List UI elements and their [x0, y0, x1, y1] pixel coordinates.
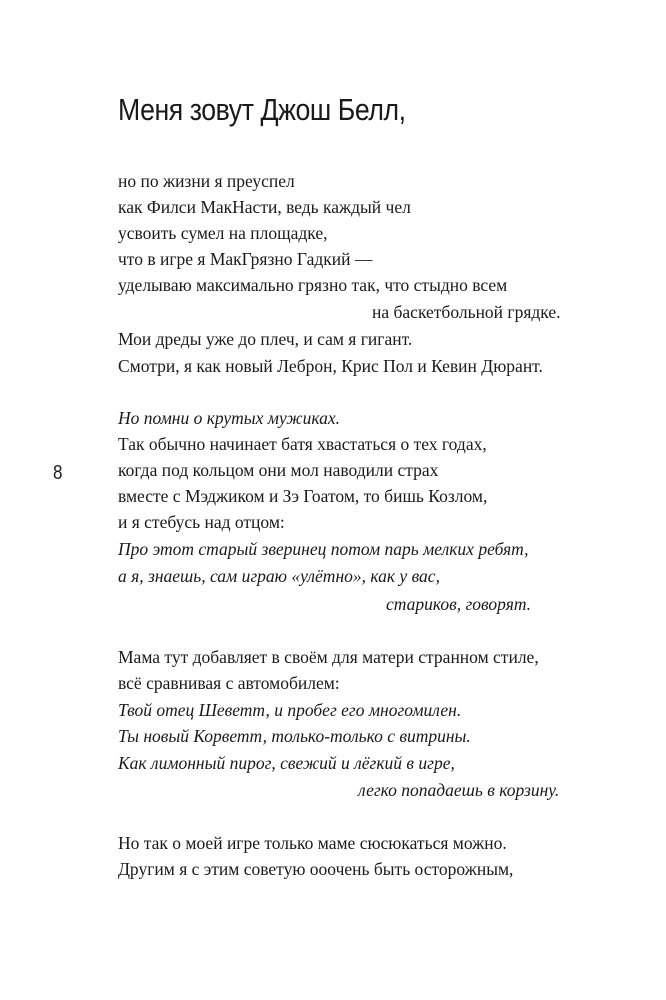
poem-line: Но так о моей игре только маме сюсюкаться можно. — [118, 833, 507, 853]
poem-line: всё сравнивая с автомобилем: — [118, 673, 340, 693]
poem-line-italic: Как лимонный пирог, свежий и лёгкий в игре, — [118, 753, 455, 773]
poem-line: что в игре я МакГрязно Гадкий — — [118, 249, 373, 269]
poem-line-italic: Твой отец Шеветт, и пробег его многомилен. — [118, 700, 462, 720]
poem-line: но по жизни я преуспел — [118, 171, 295, 191]
page-number: 8 — [53, 462, 63, 484]
poem-line: на баскетбольной грядке. — [372, 302, 561, 322]
poem-line: Мои дреды уже до плеч, и сам я гигант. — [118, 329, 413, 349]
poem-line: и я стебусь над отцом: — [118, 512, 285, 532]
poem-line-italic: Про этот старый зверинец потом парь мелких ребят, — [118, 539, 529, 559]
poem-line: Смотри, я как новый Леброн, Крис Пол и Кевин Дюрант. — [118, 356, 543, 376]
poem-line: как Филси МакНасти, ведь каждый чел — [118, 197, 411, 217]
poem-line-italic: Ты новый Корветт, только-только с витрины. — [118, 726, 471, 746]
poem-line-italic: а я, знаешь, сам играю «улётно», как у вас, — [118, 566, 440, 586]
poem-line: усвоить сумел на площадке, — [118, 223, 328, 243]
page-title: Меня зовут Джош Белл, — [118, 92, 406, 127]
poem-line: когда под кольцом они мол наводили страх — [118, 460, 439, 480]
poem-line: Так обычно начинает батя хвастаться о тех годах, — [118, 434, 487, 454]
poem-line: вместе с Мэджиком и Зэ Гоатом, то бишь Козлом, — [118, 486, 488, 506]
poem-line: Мама тут добавляет в своём для матери странном стиле, — [118, 647, 539, 667]
poem-line: уделываю максимально грязно так, что стыдно всем — [118, 275, 508, 295]
poem-line-italic: легко попадаешь в корзину. — [358, 780, 560, 800]
poem-line-italic: Но помни о крутых мужиках. — [118, 408, 340, 428]
poem-line-italic: стариков, говорят. — [386, 594, 532, 614]
poem-line: Другим я с этим советую ооочень быть осторожным, — [118, 859, 514, 879]
